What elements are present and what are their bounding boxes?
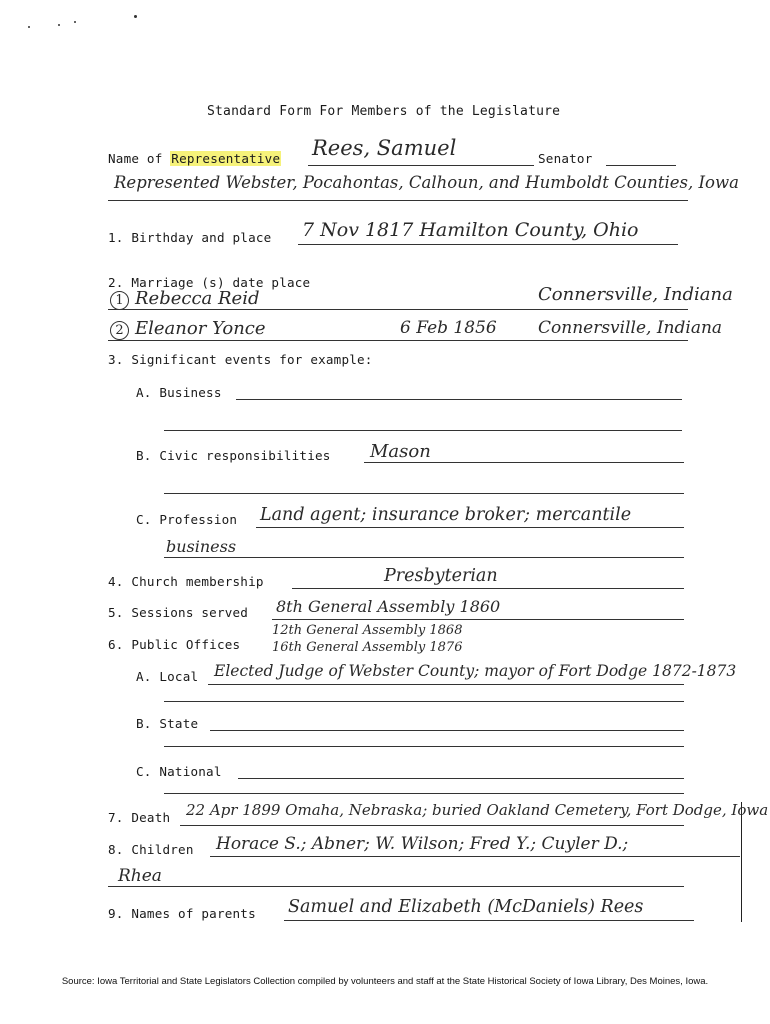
margin-mark	[741, 802, 742, 922]
birthday-entry: 7 Nov 1817 Hamilton County, Ohio	[302, 219, 639, 241]
national-office-line-2	[164, 793, 684, 794]
marriage-2-line	[108, 340, 688, 341]
profession-line-2	[164, 557, 684, 558]
profession-line	[256, 527, 684, 528]
death-line	[180, 825, 684, 826]
birthday-label: 1. Birthday and place	[108, 230, 272, 245]
business-line	[236, 399, 682, 400]
scan-speck	[134, 15, 137, 18]
represented-line	[108, 200, 688, 201]
civic-label: B. Civic responsibilities	[136, 448, 331, 463]
civic-line-2	[164, 493, 684, 494]
representative-label: Representative	[171, 151, 281, 166]
represented-counties: Represented Webster, Pocahontas, Calhoun, and Humboldt Counties, Iowa	[114, 173, 739, 192]
marriage-2-number: 2	[110, 321, 129, 340]
marriage-1-spouse: Rebecca Reid	[135, 288, 260, 309]
scan-speck	[74, 21, 76, 23]
state-office-line-2	[164, 746, 684, 747]
parents-label: 9. Names of parents	[108, 906, 256, 921]
name-label	[108, 151, 281, 166]
local-office-entry: Elected Judge of Webster County; mayor of Fort Dodge 1872-1873	[214, 662, 737, 680]
marriage-2-spouse: Eleanor Yonce	[135, 318, 266, 339]
children-label: 8. Children	[108, 842, 194, 857]
parents-entry: Samuel and Elizabeth (McDaniels) Rees	[288, 897, 644, 917]
children-line	[210, 856, 740, 857]
public-offices-label: 6. Public Offices	[108, 637, 241, 652]
children-entry-1: Horace S.; Abner; W. Wilson; Fred Y.; Cuyler D.;	[216, 834, 629, 854]
session-entry-2: 12th General Assembly 1868	[272, 623, 463, 638]
children-line-2	[108, 886, 684, 887]
national-office-label: C. National	[136, 764, 222, 779]
marriage-label: 2. Marriage (s) date place	[108, 275, 311, 290]
sessions-label: 5. Sessions served	[108, 605, 249, 620]
representative-name: Rees, Samuel	[312, 136, 457, 160]
marriage-1-place: Connersville, Indiana	[538, 284, 733, 305]
senator-line	[606, 165, 676, 166]
profession-entry-2: business	[166, 537, 237, 556]
civic-line	[364, 462, 684, 463]
marriage-1-line	[108, 309, 688, 310]
civic-entry: Mason	[370, 441, 431, 462]
children-entry-2: Rhea	[118, 866, 162, 886]
state-office-line	[210, 730, 684, 731]
marriage-2-name	[110, 318, 266, 340]
national-office-line	[238, 778, 684, 779]
scan-speck	[58, 24, 60, 26]
business-line-2	[164, 430, 682, 431]
church-label: 4. Church membership	[108, 574, 264, 589]
session-entry-3: 16th General Assembly 1876	[272, 640, 463, 655]
senator-label: Senator	[538, 151, 593, 166]
name-line	[308, 165, 534, 166]
marriage-1-number: 1	[110, 291, 129, 310]
marriage-2-date: 6 Feb 1856	[400, 318, 497, 338]
parents-line	[284, 920, 694, 921]
name-of-label: Name of	[108, 151, 163, 166]
sessions-line	[272, 619, 684, 620]
source-caption: Source: Iowa Territorial and State Legislators Collection compiled by volunteers and staff at the State Historical Society of Iowa Library, Des Moines, Iowa.	[61, 976, 709, 987]
birthday-line	[298, 244, 678, 245]
business-label: A. Business	[136, 385, 222, 400]
profession-label: C. Profession	[136, 512, 238, 527]
scan-speck	[28, 26, 30, 28]
local-office-label: A. Local	[136, 669, 199, 684]
church-line	[292, 588, 684, 589]
marriage-1-name	[110, 288, 259, 310]
local-office-line-2	[164, 701, 684, 702]
form-title: Standard Form For Members of the Legislature	[207, 104, 561, 119]
death-entry: 22 Apr 1899 Omaha, Nebraska; buried Oakland Cemetery, Fort Dodge, Iowa	[186, 801, 769, 819]
state-office-label: B. State	[136, 716, 199, 731]
marriage-2-place: Connersville, Indiana	[538, 318, 723, 338]
session-entry-1: 8th General Assembly 1860	[276, 597, 501, 616]
significant-events-label: 3. Significant events for example:	[108, 352, 373, 367]
death-label: 7. Death	[108, 810, 171, 825]
church-entry: Presbyterian	[384, 566, 498, 586]
profession-entry-1: Land agent; insurance broker; mercantile	[260, 505, 632, 525]
local-office-line	[208, 684, 684, 685]
